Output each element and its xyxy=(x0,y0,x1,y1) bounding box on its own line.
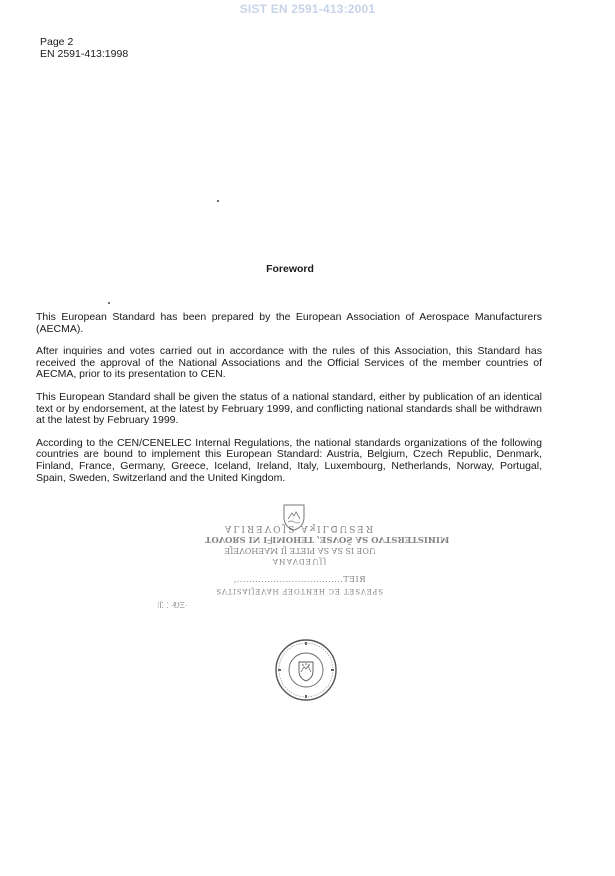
scan-speck xyxy=(108,302,110,304)
section-title: Foreword xyxy=(266,263,314,275)
standard-number: EN 2591-413:1998 xyxy=(40,48,129,60)
scan-speck xyxy=(217,200,219,202)
mirrored-stamp xyxy=(205,503,450,613)
stamp-line: ,...................................TƎIЯ xyxy=(233,575,367,584)
page-number: Page 2 xyxy=(40,36,74,48)
paragraph-4: According to the CEN/CENELEC Internal Regulations, the national standards organizations of the following countries are bound to implement this European Standard: Austria, Belgium, Czech Republic, Denmark, Finland, France, Germany, Greece, Iceland, Ireland, Italy, Luxembourg, Netherlands, Norway, Portugal, Spain, Sweden, Switzerland and the United Kingdom. xyxy=(36,436,542,484)
stamp-line: ƎJƎVOHƎAM IJ ƎTƎIꟼ AƧ AƧ ƧI ƎOU xyxy=(224,546,376,555)
stamp-line: ƧVTIƧAIJƎVAH ꟻƎOTИƎH ƆƎ TƎƧVƎꟼƧ xyxy=(216,587,384,595)
paragraph-3: This European Standard shall be given the status of a national standard, either by publication of an identical text or by endorsement, at the latest by February 1999, and conflicting national standards shall be withdrawn at the latest by February 1999. xyxy=(36,390,542,427)
stamp-line: AИAVᗡƎUJJ xyxy=(272,557,328,566)
scan-mark: ⁝Ϊ⸬ ·ᎧΞ· xyxy=(157,601,188,610)
stamp-line: TOVORƧ IN IᖷIMOHƎT ,ƎƧVOŠ AƧ OVTƧЯƎTƧIИIM xyxy=(205,534,450,544)
foreword-body xyxy=(36,312,542,495)
page-header xyxy=(40,36,128,60)
watermark: SIST EN 2591-413:2001 xyxy=(239,2,376,16)
stamp-line: ALIЯƎVOJƧ AʞILᗡUƧƎЯ xyxy=(224,523,376,533)
official-seal-icon xyxy=(274,638,338,702)
paragraph-2: After inquiries and votes carried out in accordance with the rules of this Association, this Standard has received the approval of the National Associations and the Official Services of the member countries of AECMA, prior to its presentation to CEN. xyxy=(36,345,542,381)
paragraph-1: This European Standard has been prepared by the European Association of Aerospace Manufacturers (AECMA). xyxy=(36,311,542,335)
